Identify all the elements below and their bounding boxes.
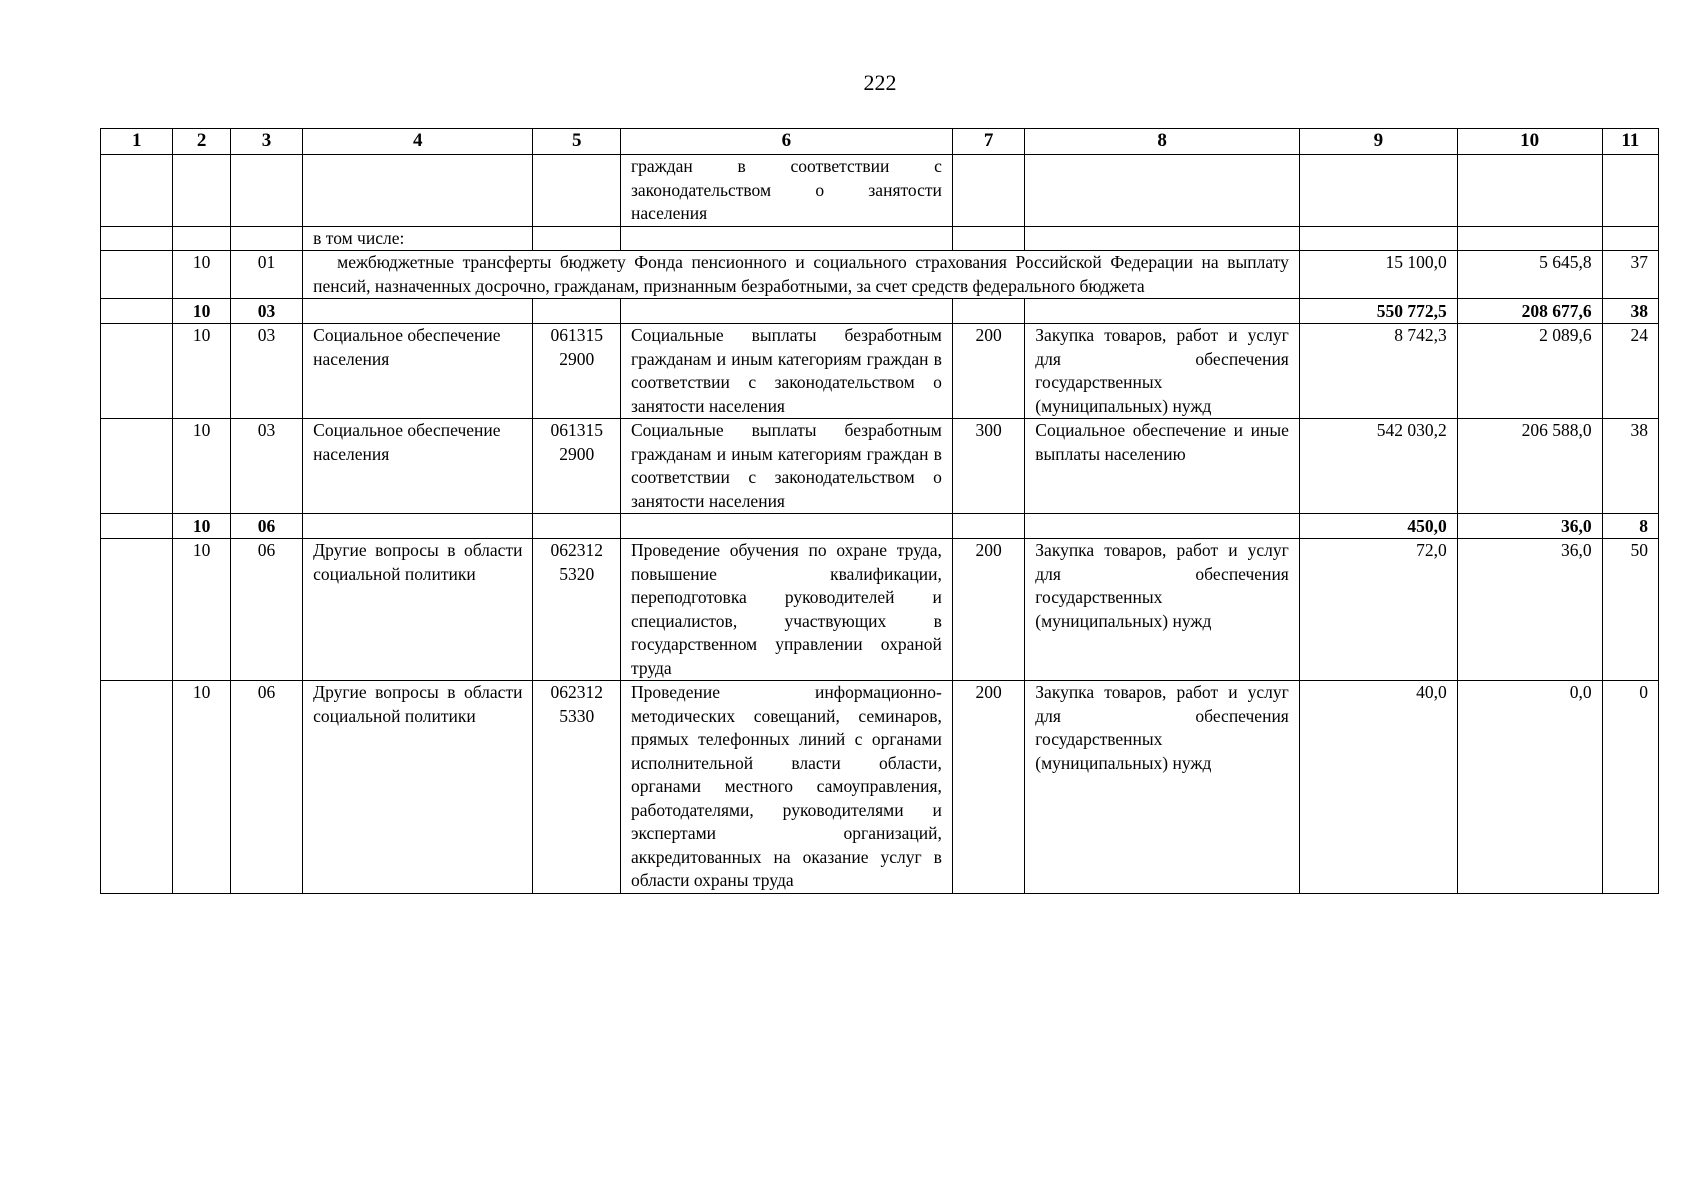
cell-amount-plan: 550 772,5 [1299,299,1457,324]
cell-expense-type: 200 [952,681,1024,894]
cell-amount-actual: 0,0 [1457,681,1602,894]
column-header: 6 [620,129,952,155]
column-header: 2 [173,129,230,155]
cell-section: 10 [173,514,230,539]
table-row [101,419,1659,514]
subtotal-row [101,514,1659,539]
table-row [101,226,1659,251]
cell-name: Социальное обеспечение населения [303,419,533,514]
cell-amount-actual: 2 089,6 [1457,324,1602,419]
cell-description: Социальные выплаты безработным гражданам и иным категориям граждан в соответствии с законодательством о занятости населения [620,419,952,514]
cell-expense-name: Закупка товаров, работ и услуг для обеспечения государственных (муниципальных) нужд [1025,681,1300,894]
cell-amount-plan: 15 100,0 [1299,251,1457,299]
table-row [101,539,1659,681]
cell-percent: 37 [1602,251,1658,299]
column-header: 7 [952,129,1024,155]
table-row [101,251,1659,299]
cell-amount-actual: 36,0 [1457,514,1602,539]
cell-description: граждан в соответствии с законодательством о занятости населения [620,155,952,227]
budget-table [100,128,1659,894]
cell-percent: 24 [1602,324,1658,419]
cell-expense-type: 300 [952,419,1024,514]
cell-expense-name: Закупка товаров, работ и услуг для обеспечения государственных (муниципальных) нужд [1025,324,1300,419]
cell-subsection: 03 [230,299,302,324]
cell-percent: 38 [1602,299,1658,324]
cell-target-code: 062312 5330 [533,681,621,894]
cell-amount-plan: 40,0 [1299,681,1457,894]
cell-expense-name: Социальное обеспечение и иные выплаты населению [1025,419,1300,514]
cell-amount-plan: 542 030,2 [1299,419,1457,514]
cell-amount-plan: 72,0 [1299,539,1457,681]
column-header: 4 [303,129,533,155]
page-number: 222 [863,70,897,95]
cell-amount-plan: 8 742,3 [1299,324,1457,419]
cell-section-label: в том числе: [303,226,533,251]
cell-section: 10 [173,539,230,681]
cell-percent: 0 [1602,681,1658,894]
cell-description: Социальные выплаты безработным гражданам и иным категориям граждан в соответствии с законодательством о занятости населения [620,324,952,419]
cell-name: Другие вопросы в области социальной политики [303,539,533,681]
cell-section: 10 [173,299,230,324]
cell-amount-actual: 36,0 [1457,539,1602,681]
cell-section: 10 [173,251,230,299]
column-header: 1 [101,129,173,155]
column-header: 11 [1602,129,1658,155]
cell-description: Проведение информационно-методических совещаний, семинаров, прямых телефонных линий с органами исполнительной власти области, органами местного самоуправления, работодателями, руководителями и экспертами организаций, аккредитованных на оказание услуг в области охраны труда [620,681,952,894]
column-header: 5 [533,129,621,155]
cell-name: Социальное обеспечение населения [303,324,533,419]
cell-expense-type: 200 [952,539,1024,681]
column-header: 8 [1025,129,1300,155]
cell-expense-type: 200 [952,324,1024,419]
column-header: 3 [230,129,302,155]
cell-section: 10 [173,324,230,419]
cell-subsection: 01 [230,251,302,299]
table-header-row [101,129,1659,155]
cell-amount-plan: 450,0 [1299,514,1457,539]
subtotal-row [101,299,1659,324]
table-row [101,324,1659,419]
cell-name: Другие вопросы в области социальной политики [303,681,533,894]
cell-target-code: 061315 2900 [533,419,621,514]
cell-merged-description: межбюджетные трансферты бюджету Фонда пенсионного и социального страхования Российской Федерации на выплату пенсий, назначенных досрочно, гражданам, признанным безработными, за счет средств федерального бюджета [303,251,1300,299]
table-row [101,155,1659,227]
cell-description: Проведение обучения по охране труда, повышение квалификации, переподготовка руководителей и специалистов, участвующих в государственном управлении охраной труда [620,539,952,681]
table-row [101,681,1659,894]
cell-amount-actual: 206 588,0 [1457,419,1602,514]
cell-subsection: 06 [230,539,302,681]
cell-percent: 38 [1602,419,1658,514]
cell-target-code: 062312 5320 [533,539,621,681]
column-header: 9 [1299,129,1457,155]
cell-amount-actual: 5 645,8 [1457,251,1602,299]
cell-subsection: 03 [230,419,302,514]
cell-amount-actual: 208 677,6 [1457,299,1602,324]
cell-subsection: 06 [230,681,302,894]
cell-percent: 50 [1602,539,1658,681]
cell-section: 10 [173,681,230,894]
column-header: 10 [1457,129,1602,155]
cell-section: 10 [173,419,230,514]
cell-subsection: 03 [230,324,302,419]
cell-percent: 8 [1602,514,1658,539]
cell-subsection: 06 [230,514,302,539]
cell-target-code: 061315 2900 [533,324,621,419]
cell-expense-name: Закупка товаров, работ и услуг для обеспечения государственных (муниципальных) нужд [1025,539,1300,681]
